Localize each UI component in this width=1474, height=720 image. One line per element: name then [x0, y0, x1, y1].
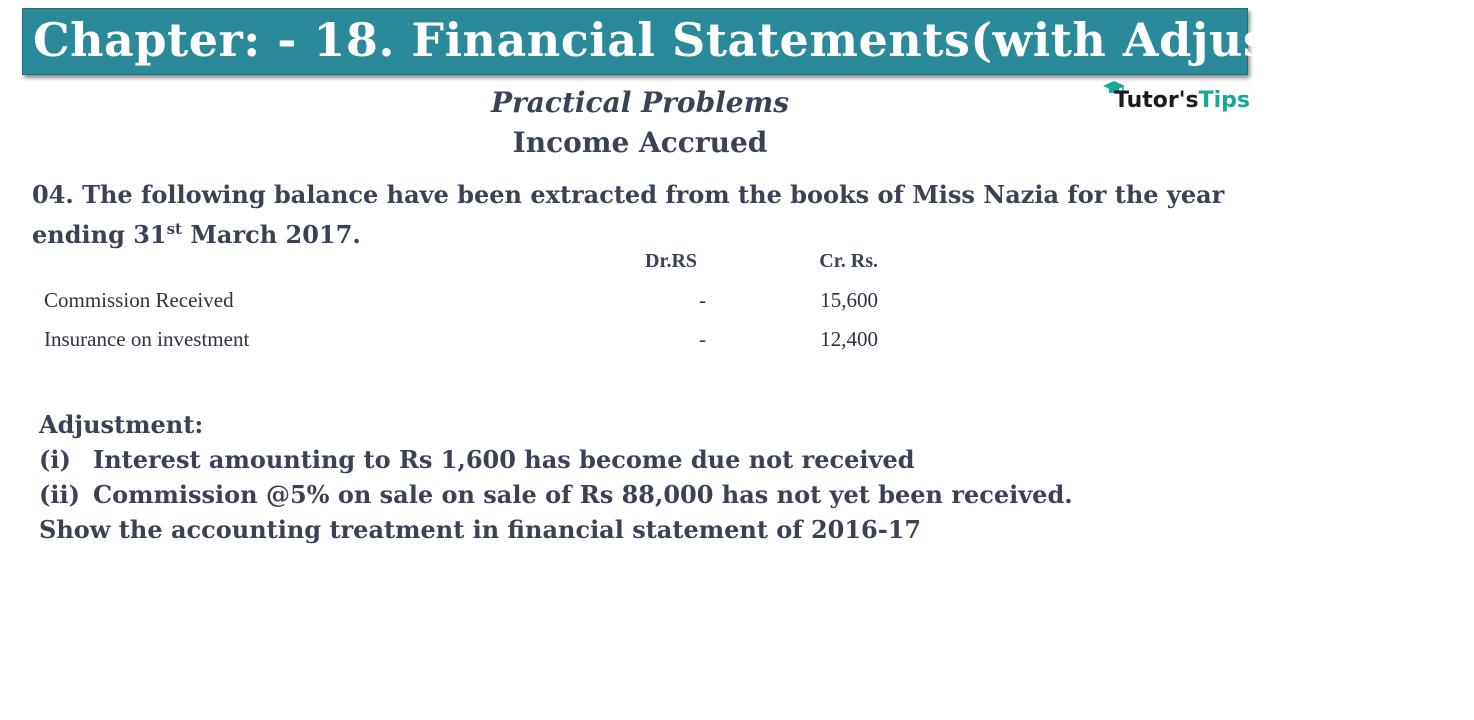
- adjustment-item-text: Commission @5% on sale on sale of Rs 88,000 has not yet been received.: [93, 480, 1073, 509]
- adjustment-item-2: [39, 480, 1073, 509]
- dr-column-header: Dr.RS: [645, 250, 698, 272]
- adjustment-heading: Adjustment:: [39, 410, 204, 439]
- row-label-insurance: Insurance on investment: [44, 327, 250, 351]
- adjustment-item-number: (ii): [39, 480, 80, 509]
- row-cr-insurance: 12,400: [820, 327, 878, 351]
- adjustment-item-number: (i): [39, 445, 71, 474]
- tutors-tips-logo: [1102, 80, 1252, 120]
- adjustment-instruction: Show the accounting treatment in financial statement of 2016-17: [39, 515, 922, 544]
- adjustment-item-1: [39, 445, 915, 474]
- problem-line-1: 04. The following balance have been extracted from the books of Miss Nazia for the year: [32, 180, 1225, 209]
- adjustment-item-text: Interest amounting to Rs 1,600 has become due not received: [93, 445, 915, 474]
- row-dr-insurance: -: [699, 327, 706, 351]
- cr-column-header: Cr. Rs.: [819, 250, 878, 272]
- row-dr-commission: -: [699, 288, 706, 312]
- row-label-commission: Commission Received: [44, 288, 234, 312]
- problem-line-2: ending 31st March 2017.: [32, 220, 361, 249]
- chapter-banner: [22, 8, 1474, 75]
- logo-text-part1: Tutor's: [1114, 88, 1199, 113]
- row-cr-commission: 15,600: [820, 288, 878, 312]
- topic-title: Income Accrued: [512, 126, 768, 159]
- logo-text-part2: Tips: [1198, 88, 1250, 113]
- section-subtitle: Practical Problems: [490, 86, 790, 119]
- chapter-title: Chapter: - 18. Financial Statements(with Adjustments): [33, 13, 1474, 67]
- problem-statement: [32, 177, 1232, 252]
